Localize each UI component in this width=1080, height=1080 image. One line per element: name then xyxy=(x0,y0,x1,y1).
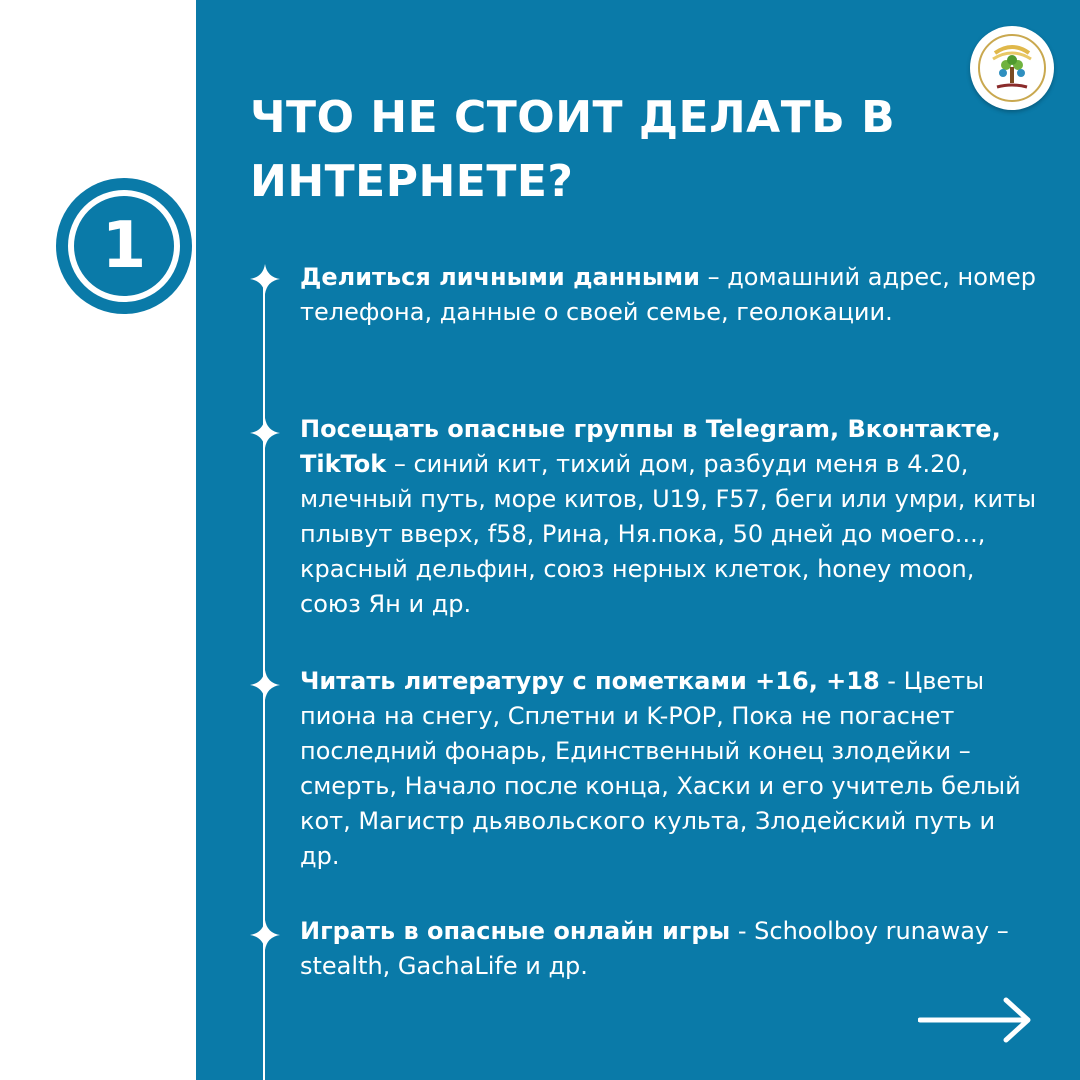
item-title: Делиться личными данными xyxy=(300,263,700,291)
tree-emblem-icon xyxy=(977,33,1047,103)
item-title: Читать литературу с пометками +16, +18 xyxy=(300,667,880,695)
item-text: – синий кит, тихий дом, разбуди меня в 4.20, млечный путь, море китов, U19, F57, беги или умри, киты плывут вверх, f58, Рина, Ня.пока, 50 дней до моего..., красный дельфин, союз нерных клеток, honey moon, союз Ян и др. xyxy=(300,450,1037,618)
list-item xyxy=(300,412,1040,622)
list-item xyxy=(300,914,1040,984)
step-number-badge: 1 xyxy=(68,190,180,302)
logo xyxy=(970,26,1054,110)
sparkle-icon xyxy=(250,920,280,950)
list-item xyxy=(300,664,1040,874)
arrow-right-icon[interactable] xyxy=(918,994,1034,1046)
sparkle-icon xyxy=(250,264,280,294)
list-item xyxy=(300,260,1040,330)
item-text: – домашний адрес, номер телефона, данные о своей семье, геолокации. xyxy=(300,263,1037,326)
sparkle-icon xyxy=(250,670,280,700)
item-title: Посещать опасные группы в Telegram, Вконтакте, TikTok xyxy=(300,415,1001,478)
item-text: - Schoolboy runaway – stealth, GachaLife и др. xyxy=(300,917,1009,980)
item-title: Играть в опасные онлайн игры xyxy=(300,917,731,945)
page-title: ЧТО НЕ СТОИТ ДЕЛАТЬ В ИНТЕРНЕТЕ? xyxy=(250,92,896,207)
sparkle-icon xyxy=(250,418,280,448)
item-text: - Цветы пиона на снегу, Сплетни и K-POP, Пока не погаснет последний фонарь, Единственный конец злодейки – смерть, Начало после конца, Хаски и его учитель белый кот, Магистр дьявольского культа, Злодейский путь и др. xyxy=(300,667,1021,870)
